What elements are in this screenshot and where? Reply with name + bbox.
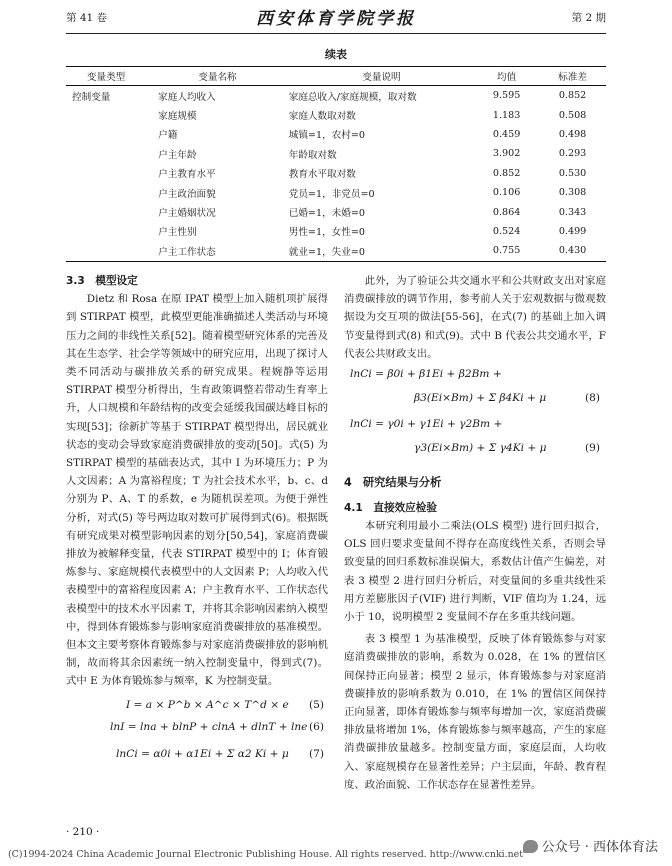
cell: 户主政治面貌 xyxy=(158,188,216,200)
cell xyxy=(66,241,146,261)
cell: 0.106 xyxy=(492,187,521,199)
cell: 户主教育水平 xyxy=(158,169,216,181)
equation-5 xyxy=(66,693,328,715)
section-heading-3-3: 3.3 模型设定 xyxy=(66,275,138,287)
col-header-mean: 均值 xyxy=(474,67,539,86)
cell: 已婚=1，未婚=0 xyxy=(288,208,365,220)
left-column xyxy=(66,272,328,767)
cell xyxy=(66,222,146,241)
cell xyxy=(66,183,146,202)
header-volume: 第 41 卷 xyxy=(66,12,108,24)
right-column xyxy=(344,272,606,794)
cell xyxy=(66,202,146,221)
cell: 9.595 xyxy=(492,90,521,102)
equation-text: lnI = lna + blnP + clnA + dlnT + lne xyxy=(110,720,308,733)
table-row xyxy=(66,105,606,124)
cell: 党员=1，非党员=0 xyxy=(288,188,375,200)
paragraph: 表 3 模型 1 为基准模型，反映了体育锻炼参与对家庭消费碳排放的影响，系数为 0.028，在 1% 的置信区间保持正向显著；模型 2 显示，体育锻炼参与对家庭消费碳排放的影响系数为 0.010，在 1% 的置信区间保持正向显著，即体育锻炼参与频率每增加一次，家庭消费碳排放量将增加 1%，体育锻炼参与频率越高，产生的家庭消费碳排放量越多。控制变量方面，家庭层面，人均收入、家庭规模存在显著性差异；户主层面，年龄、教育程度、政治面貌、工作状态存在显著性差异。 xyxy=(344,633,606,791)
cell: 户主年龄 xyxy=(158,149,197,161)
variables-table xyxy=(66,66,606,262)
cell: 0.852 xyxy=(492,167,521,179)
cell: 0.459 xyxy=(492,128,521,140)
cell: 城镇=1，农村=0 xyxy=(288,130,365,142)
cell: 0.508 xyxy=(558,109,587,121)
cell xyxy=(66,164,146,183)
cell xyxy=(66,144,146,163)
header-issue: 第 2 期 xyxy=(571,12,606,24)
cell: 0.852 xyxy=(558,90,587,102)
cell: 0.864 xyxy=(492,206,521,218)
watermark xyxy=(523,836,658,855)
col-header-name: 变量名称 xyxy=(146,67,289,86)
cell: 家庭总收入/家庭规模，取对数 xyxy=(288,91,417,103)
cell: 3.902 xyxy=(492,148,521,160)
equation-text: γ3(Ei×Bm) + Σ γ4Ki + μ xyxy=(414,442,547,455)
equation-text: lnCi = γ0i + γ1Ei + γ2Bm + xyxy=(350,418,503,431)
cell: 0.524 xyxy=(492,225,521,237)
cell: 0.308 xyxy=(558,187,587,199)
equation-6 xyxy=(66,715,328,737)
cell xyxy=(66,105,146,124)
equation-number: (9) xyxy=(584,442,600,455)
cell: 1.183 xyxy=(492,109,521,121)
cell: 0.499 xyxy=(558,225,587,237)
header-rule xyxy=(66,33,606,34)
equation-8 xyxy=(344,363,606,413)
cell: 户主性别 xyxy=(158,227,197,239)
cell: 0.530 xyxy=(558,167,587,179)
cell: 男性=1，女性=0 xyxy=(288,227,365,239)
watermark-text: 公众号 · 西体体育法 xyxy=(541,840,658,855)
copyright-text: (C)1994-2024 China Academic Journal Electronic Publishing House. All rights reserved. xyxy=(8,849,427,860)
table-row xyxy=(66,241,606,261)
paragraph: 本研究利用最小二乘法(OLS 模型) 进行回归拟合，OLS 回归要求变量间不得存在高度线性关系，否则会导致变量的回归系数标准误偏大，系数估计值产生偏差，对表 3 模型 2 进行回归分析后，对变量间的多重共线性采用方差膨胀因子(VIF) 进行判断，VIF 值均为 1.24，远小于 10，说明模型 2 变量间不存在多重共线问题。 xyxy=(344,520,606,624)
equation-number: (8) xyxy=(584,392,600,405)
section-heading-4: 4 研究结果与分析 xyxy=(344,476,442,490)
table-row xyxy=(66,144,606,163)
wechat-icon xyxy=(523,840,538,853)
cell: 家庭人均收入 xyxy=(158,91,216,103)
cell: 年龄取对数 xyxy=(288,149,337,161)
col-header-desc: 变量说明 xyxy=(289,67,474,86)
table-row xyxy=(66,125,606,144)
cell: 家庭人数取对数 xyxy=(288,111,356,123)
equation-9 xyxy=(344,413,606,463)
col-header-type: 变量类型 xyxy=(66,67,146,86)
equation-number: (6) xyxy=(308,720,324,733)
cell: 就业=1，失业=0 xyxy=(289,241,474,261)
equation-text: lnCi = β0i + β1Ei + β2Bm + xyxy=(350,368,502,381)
equation-text: I = a × P^b × A^c × T^d × e xyxy=(126,698,289,711)
cell: 户主婚姻状况 xyxy=(158,208,216,220)
cell: 0.343 xyxy=(558,206,587,218)
table-row xyxy=(66,183,606,202)
cell: 户主工作状态 xyxy=(146,241,289,261)
cell: 0.498 xyxy=(558,128,587,140)
table-row xyxy=(66,164,606,183)
footer-url[interactable]: http://www.cnki.net xyxy=(429,849,523,860)
equation-text: β3(Ei×Bm) + Σ β4Ki + μ xyxy=(414,392,547,405)
cell: 0.293 xyxy=(558,148,587,160)
page-number: · 210 · xyxy=(66,826,100,838)
cell: 0.430 xyxy=(539,241,606,261)
paragraph: Dietz 和 Rosa 在原 IPAT 模型上加入随机项扩展得到 STIRPAT 模型，此模型更能准确描述人类活动与环境压力之间的非线性关系[52]。随着模型研究体系的完善及其在生态学、社会学等领域中的研究应用，出现了探讨人类不同活动与碳排放关系的研究成果。程婉静等运用 STIRPAT 模型分析得出，生育政策调整若带动生育率上升，人口规模和年龄结构的改变会延缓我国碳达峰目标的实现[53]；徐新扩等基于 STIRPAT 模型得出，居民就业状态的变动会导致家庭消费碳排放的变动[50]。式(5) 为 STIRPAT 模型的基础表达式，其中 I 为环境压力；P 为人文因素；A 为富裕程度；T 为社会技术水平，b、c、d 分别为 P、A、T 的系数，e 为随机误差项。为便于弹性分析，对式(5) 等号两边取对数可扩展得到式(6)。根据既有研究成果对模型影响因素的划分[50,54]，家庭消费碳排放为被解释变量，代表 STIRPAT 模型中的 I；体育锻炼参与、家庭规模代表模型中的人文因素 P；人均收入代表模型中的富裕程度因素 A；户主教育水平、工作状态代表模型中的技术水平因素 T，并将其余影响因素纳入模型中，得到体育锻炼参与影响家庭消费碳排放的基准模型。但本文主要考察体育锻炼参与对家庭消费碳排放的影响机制，故而将其余因素统一纳入控制变量中，得到式(7)。式中 E 为体育锻炼参与频率，K 为控制变量。 xyxy=(66,293,328,688)
table-row xyxy=(66,202,606,221)
cell: 家庭规模 xyxy=(158,111,197,123)
table-row xyxy=(66,222,606,241)
cell: 户籍 xyxy=(158,130,178,142)
table-caption: 续表 xyxy=(325,48,347,61)
equation-7 xyxy=(66,737,328,767)
equation-number: (5) xyxy=(308,698,324,711)
subsection-heading-4-1: 4.1 直接效应检验 xyxy=(344,502,437,515)
cell: 控制变量 xyxy=(72,91,111,103)
cell xyxy=(66,125,146,144)
cell: 教育水平取对数 xyxy=(288,169,356,181)
table-header-row xyxy=(66,67,606,86)
equation-text: lnCi = α0i + α1Ei + Σ α2 Ki + μ xyxy=(116,747,289,760)
journal-title: 西安体育学院学报 xyxy=(256,9,416,29)
col-header-sd: 标准差 xyxy=(539,67,606,86)
copyright-footer xyxy=(8,849,523,860)
cell: 0.755 xyxy=(474,241,539,261)
table-row xyxy=(66,86,606,106)
paragraph: 此外，为了验证公共交通水平和公共财政支出对家庭消费碳排放的调节作用，参考前人关于宏观数据与微观数据设为交互项的做法[55-56]，在式(7) 的基础上加入调节变量得到式(8) 和式(9)。式中 B 代表公共交通水平，F 代表公共财政支出。 xyxy=(344,275,607,360)
equation-number: (7) xyxy=(308,747,324,760)
